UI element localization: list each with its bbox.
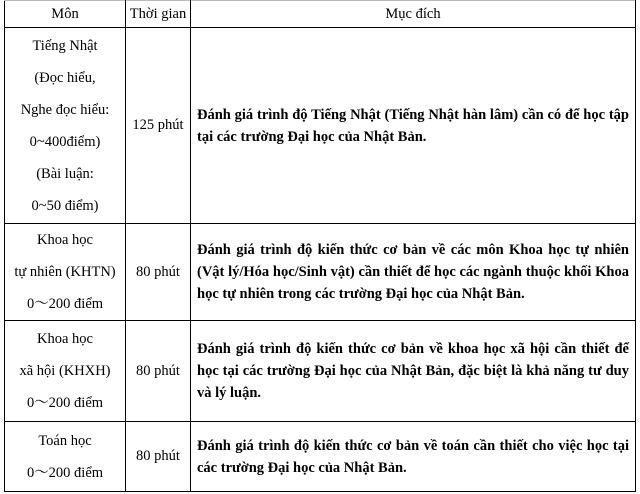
subject-line: (Bài luận: — [36, 165, 94, 182]
subject-line: Nghe đọc hiểu: — [20, 101, 110, 118]
table-row — [5, 224, 636, 321]
subject-line: 0～200 điểm — [26, 464, 104, 481]
table-row — [5, 28, 636, 224]
subject-line: 0~50 điểm) — [31, 197, 99, 214]
subject-cell — [5, 28, 126, 224]
purpose-text: Đánh giá trình độ kiến thức cơ bản về các môn Khoa học tự nhiên (Vật lý/Hóa học/Sinh vật) cần thiết để học các ngành thuộc khối Khoa học tự nhiên trong các trường Đại học của Nhật Bản. — [197, 242, 629, 302]
subject-lines — [5, 425, 125, 489]
subject-line: (Đọc hiểu, — [34, 69, 96, 86]
time-cell: 80 phút — [126, 422, 191, 492]
header-purpose: Mục đích — [191, 1, 636, 28]
exam-table-wrapper — [4, 0, 636, 492]
subject-line: tự nhiên (KHTN) — [14, 264, 116, 280]
header-time: Thời gian — [126, 1, 191, 28]
purpose-text: Đánh giá trình độ kiến thức cơ bản về khoa học xã hội cần thiết để học tại các trường Đại học của Nhật Bản, đặc biệt là khả năng tư duy và lý luận. — [197, 341, 629, 401]
time-cell: 80 phút — [126, 224, 191, 321]
time-cell: 125 phút — [126, 28, 191, 224]
subject-line: 0~400điểm) — [29, 133, 101, 150]
purpose-cell — [191, 422, 636, 492]
subject-lines — [5, 323, 125, 419]
subject-line: Khoa học — [37, 331, 93, 347]
header-subject: Môn — [5, 1, 126, 28]
table-header-row — [5, 1, 636, 28]
table-row — [5, 422, 636, 492]
purpose-cell — [191, 224, 636, 321]
subject-line: 0～200 điểm — [26, 296, 104, 312]
table-row — [5, 321, 636, 422]
subject-line: 0～200 điểm — [26, 395, 104, 411]
purpose-text: Đánh giá trình độ kiến thức cơ bản về toán cần thiết cho việc học tại các trường Đại học của Nhật Bản. — [197, 437, 629, 476]
subject-cell — [5, 321, 126, 422]
subject-line: Toán học — [38, 432, 92, 449]
purpose-text: Đánh giá trình độ Tiếng Nhật (Tiếng Nhật hàn lâm) cần có để học tập tại các trường Đại học của Nhật Bản. — [197, 106, 629, 145]
subject-line: Khoa học — [37, 232, 93, 248]
time-cell: 80 phút — [126, 321, 191, 422]
subject-lines — [5, 30, 125, 222]
exam-subjects-table — [4, 0, 636, 492]
subject-lines — [5, 224, 125, 320]
subject-line: xã hội (KHXH) — [19, 363, 111, 379]
purpose-cell — [191, 321, 636, 422]
subject-line: Tiếng Nhật — [32, 37, 98, 54]
subject-cell — [5, 224, 126, 321]
subject-cell — [5, 422, 126, 492]
purpose-cell — [191, 28, 636, 224]
